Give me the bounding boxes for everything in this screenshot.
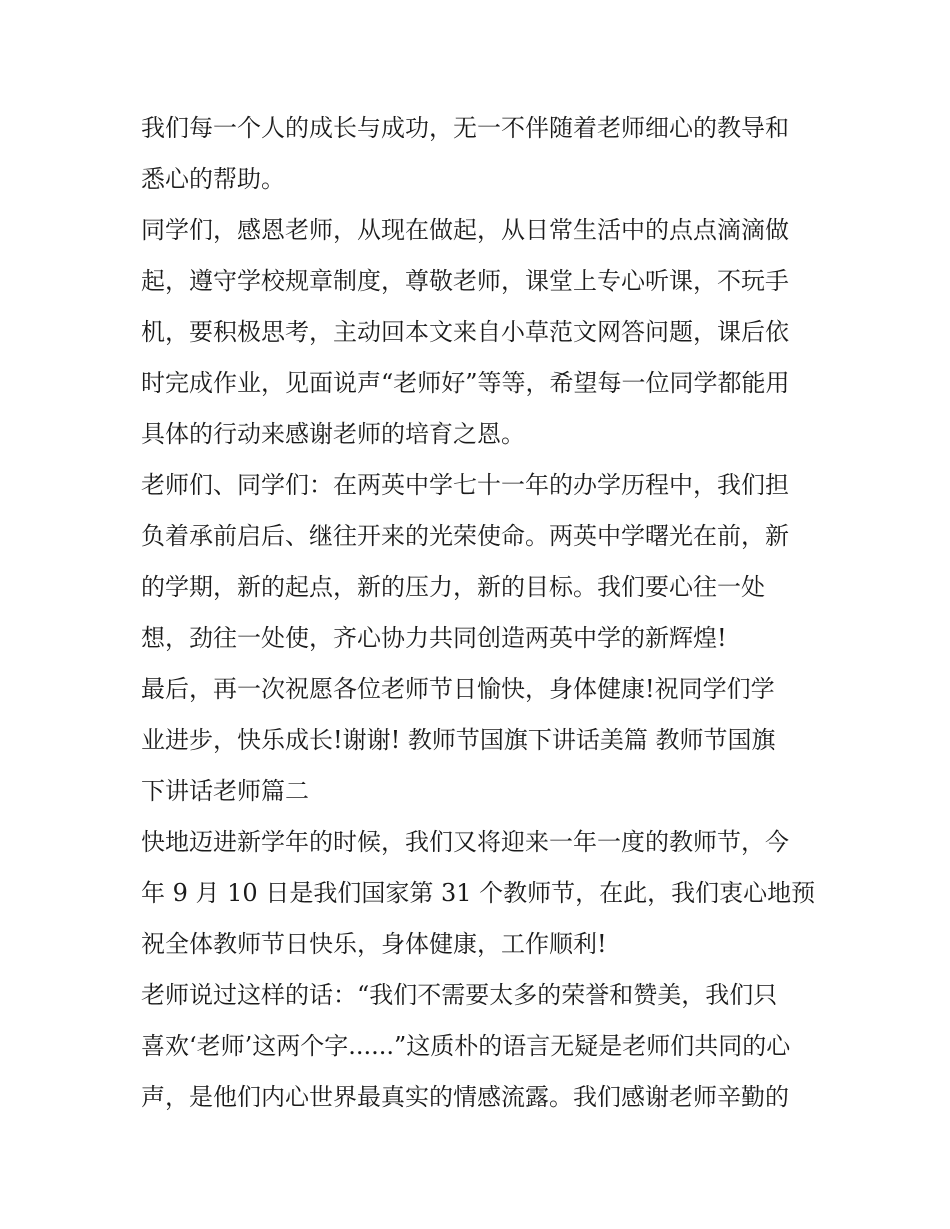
document-body [141, 103, 821, 1123]
text-line: 具体的行动来感谢老师的培育之恩。 [141, 420, 525, 448]
text-line: 想，劲往一处使，齐心协力共同创造两英中学的新辉煌! [141, 624, 727, 652]
text-line: 祝全体教师节日快乐，身体健康，工作顺利! [141, 930, 607, 958]
text-line: 时完成作业，见面说声“老师好”等等，希望每一位同学都能用 [141, 369, 790, 397]
text-line: 最后，再一次祝愿各位老师节日愉快，身体健康!祝同学们学 [141, 675, 775, 703]
text-line: 我们每一个人的成长与成功，无一不伴随着老师细心的教导和 [141, 114, 789, 142]
text-line: 快地迈进新学年的时候，我们又将迎来一年一度的教师节，今 [141, 828, 789, 856]
text-line: 老师们、同学们：在两英中学七十一年的办学历程中，我们担 [141, 471, 789, 499]
text-line: 声，是他们内心世界最真实的情感流露。我们感谢老师辛勤的 [141, 1083, 789, 1111]
text-line: 喜欢‘老师’这两个字......”这质朴的语言无疑是老师们共同的心 [141, 1032, 791, 1060]
text-line: 老师说过这样的话：“我们不需要太多的荣誉和赞美，我们只 [141, 981, 778, 1009]
text-line: 悉心的帮助。 [141, 165, 285, 193]
text-line: 年 9 月 10 日是我们国家第 31 个教师节，在此，我们衷心地预 [141, 879, 816, 907]
text-line: 业进步，快乐成长!谢谢! 教师节国旗下讲话美篇 教师节国旗 [141, 726, 776, 754]
text-line: 机，要积极思考，主动回本文来自小草范文网答问题，课后依 [141, 318, 789, 346]
text-line: 下讲话老师篇二 [141, 777, 309, 805]
text-line: 负着承前启后、继往开来的光荣使命。两英中学曙光在前，新 [141, 522, 789, 550]
text-line: 同学们，感恩老师，从现在做起，从日常生活中的点点滴滴做 [141, 216, 789, 244]
text-line: 起，遵守学校规章制度，尊敬老师，课堂上专心听课，不玩手 [141, 267, 789, 295]
text-line: 的学期，新的起点，新的压力，新的目标。我们要心往一处 [141, 573, 765, 601]
